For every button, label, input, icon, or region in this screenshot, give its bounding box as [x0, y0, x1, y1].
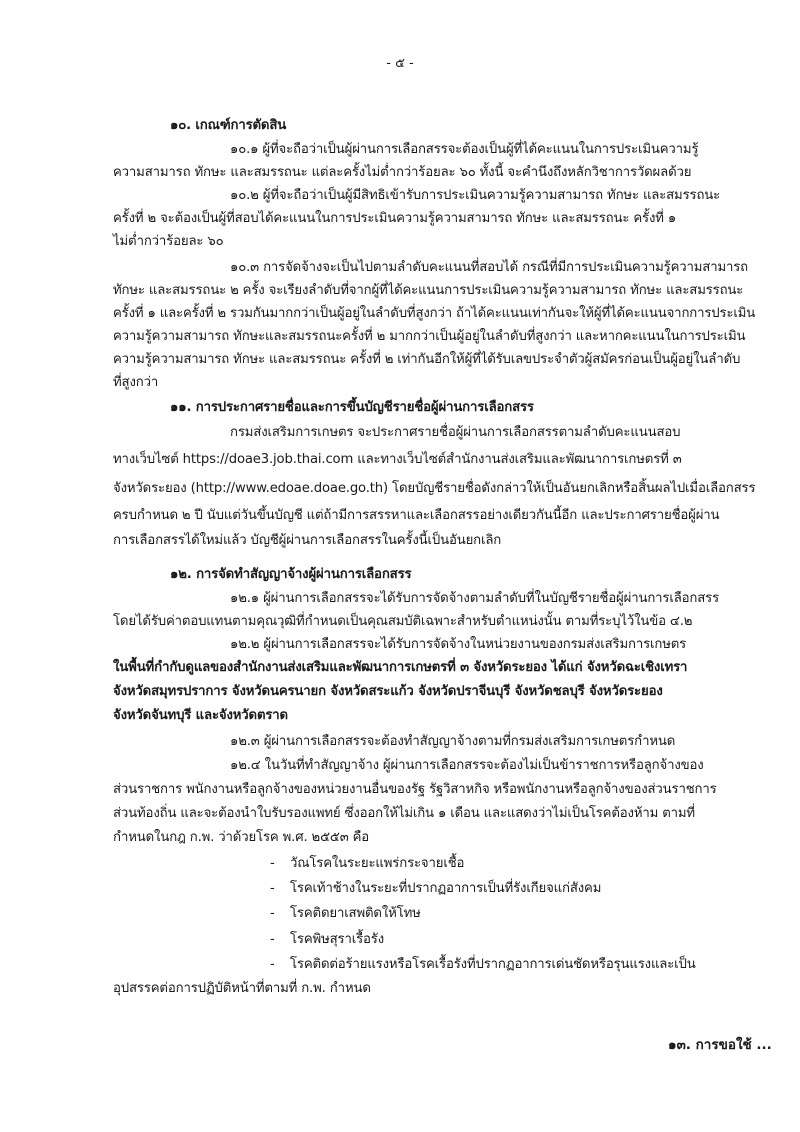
list-item-text: โรคติดต่อร้ายแรงหรือโรคเรื้อรังที่ปรากฏอาการเด่นชัดหรือรุนแรงและเป็น [290, 957, 696, 972]
section-12-line: โดยได้รับค่าตอบแทนตามคุณวุฒิที่กำหนดเป็นคุณสมบัติเฉพาะสำหรับตำแหน่งนั้น ตามที่ระบุไว้ในข้อ ๔.๒ [113, 614, 693, 629]
section-10-line: ครั้งที่ ๑ และครั้งที่ ๒ รวมกันมากกว่าเป็นผู้อยู่ในลำดับที่สูงกว่า ถ้าได้คะแนนเท่ากันจะให้ผู้ที่ได้คะแนนจากการประเมิน [113, 306, 756, 321]
section-10-line: ที่สูงกว่า [113, 375, 159, 390]
section-11-line: ครบกำหนด ๒ ปี นับแต่วันขึ้นบัญชี แต่ถ้ามีการสรรหาและเลือกสรรอย่างเดียวกันนี้อีก และประกาศรายชื่อผู้ผ่าน [113, 508, 720, 523]
list-item-text: โรคติดยาเสพติดให้โทษ [290, 906, 421, 921]
section-10-line: ความสามารถ ทักษะ และสมรรถนะ แต่ละครั้งไม่ต่ำกว่าร้อยละ ๖๐ ทั้งนี้ จะคำนึงถึงหลักวิชาการวัดผลด้วย [113, 165, 692, 180]
bullet-dash: - [270, 906, 275, 921]
section-12-line: ส่วนท้องถิ่น และจะต้องนำใบรับรองแพทย์ ซึ่งออกให้ไม่เกิน ๑ เดือน และแสดงว่าไม่เป็นโรคต้องห้าม ตามที่ [113, 806, 695, 821]
list-item-text: โรคเท้าช้างในระยะที่ปรากฏอาการเป็นที่รังเกียจแก่สังคม [290, 881, 602, 896]
section-12-line: กำหนดในกฎ ก.พ. ว่าด้วยโรค พ.ศ. ๒๕๕๓ คือ [113, 830, 370, 845]
bullet-dash: - [270, 881, 275, 896]
section-10-heading: ๑๐. เกณฑ์การตัดสิน [170, 118, 287, 133]
bullet-dash: - [270, 856, 275, 871]
continuation-footer: ๑๓. การขอใช้ ... [668, 1037, 772, 1053]
section-10-line: ความรู้ความสามารถ ทักษะและสมรรถนะครั้งที่ ๒ มากกว่าเป็นผู้อยู่ในลำดับที่สูงกว่า และหากคะแนนในการประเมิน [113, 329, 746, 344]
section-10-line: ๑๐.๒ ผู้ที่จะถือว่าเป็นผู้มีสิทธิเข้ารับการประเมินความรู้ความสามารถ ทักษะ และสมรรถนะ [230, 188, 721, 203]
section-11-line: กรมส่งเสริมการเกษตร จะประกาศรายชื่อผู้ผ่านการเลือกสรรตามลำดับคะแนนสอบ [230, 425, 681, 440]
section-10-line: ไม่ต่ำกว่าร้อยละ ๖๐ [113, 234, 224, 249]
list-item-text: วัณโรคในระยะแพร่กระจายเชื้อ [290, 856, 465, 871]
section-12-line: ๑๒.๑ ผู้ผ่านการเลือกสรรจะได้รับการจัดจ้างตามลำดับที่ในบัญชีรายชื่อผู้ผ่านการเลือกสรร [230, 591, 720, 606]
list-item-continuation: อุปสรรคต่อการปฏิบัติหน้าที่ตามที่ ก.พ. กำหนด [113, 981, 371, 996]
section-11-line: การเลือกสรรได้ใหม่แล้ว บัญชีผู้ผ่านการเลือกสรรในครั้งนี้เป็นอันยกเลิก [113, 533, 502, 548]
section-10-line: ครั้งที่ ๒ จะต้องเป็นผู้ที่สอบได้คะแนนในการประเมินความรู้ความสามารถ ทักษะ และสมรรถนะ ครั้งที่ ๑ [113, 211, 677, 226]
section-11-heading: ๑๑. การประกาศรายชื่อและการขึ้นบัญชีรายชื่อผู้ผ่านการเลือกสรร [170, 400, 534, 415]
section-12-line-bold: จังหวัดจันทบุรี และจังหวัดตราด [113, 708, 288, 723]
section-12-line: ๑๒.๔ ในวันที่ทำสัญญาจ้าง ผู้ผ่านการเลือกสรรจะต้องไม่เป็นข้าราชการหรือลูกจ้างของ [230, 758, 704, 773]
section-10-line: ความรู้ความสามารถ ทักษะ และสมรรถนะ ครั้งที่ ๒ เท่ากันอีกให้ผู้ที่ได้รับเลขประจำตัวผู้สมัครก่อนเป็นผู้อยู่ในลำดับ [113, 352, 741, 367]
section-12-line-bold: จังหวัดสมุทรปราการ จังหวัดนครนายก จังหวัดสระแก้ว จังหวัดปราจีนบุรี จังหวัดชลบุรี จังหวัดระยอง [113, 684, 663, 699]
page-number: - ๕ - [386, 56, 414, 71]
section-10-line: ๑๐.๓ การจัดจ้างจะเป็นไปตามลำดับคะแนนที่สอบได้ กรณีที่มีการประเมินความรู้ความสามารถ [230, 260, 749, 275]
section-12-line: ๑๒.๓ ผู้ผ่านการเลือกสรรจะต้องทำสัญญาจ้างตามที่กรมส่งเสริมการเกษตรกำหนด [230, 734, 676, 749]
section-12-heading: ๑๒. การจัดทำสัญญาจ้างผู้ผ่านการเลือกสรร [170, 567, 412, 582]
section-10-line: ๑๐.๑ ผู้ที่จะถือว่าเป็นผู้ผ่านการเลือกสรรจะต้องเป็นผู้ที่ได้คะแนนในการประเมินความรู้ [230, 142, 699, 157]
bullet-dash: - [270, 932, 275, 947]
section-11-line: จังหวัดระยอง (http://www.edoae.doae.go.th) โดยบัญชีรายชื่อดังกล่าวให้เป็นอันยกเลิกหรือสิ้นผลไปเมื่อเลือกสรร [113, 481, 756, 496]
section-12-line: ส่วนราชการ พนักงานหรือลูกจ้างของหน่วยงานอื่นของรัฐ รัฐวิสาหกิจ หรือพนักงานหรือลูกจ้างของส่วนราชการ [113, 782, 717, 797]
section-11-line: ทางเว็บไซต์ https://doae3.job.thai.com และทางเว็บไซต์สำนักงานส่งเสริมและพัฒนาการเกษตรที่ ๓ [113, 452, 682, 467]
bullet-dash: - [270, 957, 275, 972]
section-12-line-bold: ในพื้นที่กำกับดูแลของสำนักงานส่งเสริมและพัฒนาการเกษตรที่ ๓ จังหวัดระยอง ได้แก่ จังหวัดฉะเชิงเทรา [113, 660, 688, 675]
list-item-text: โรคพิษสุราเรื้อรัง [290, 932, 384, 947]
section-10-line: ทักษะ และสมรรถนะ ๒ ครั้ง จะเรียงลำดับที่จากผู้ที่ได้คะแนนการประเมินความรู้ความสามารถ ทักษะ และสมรรถนะ [113, 283, 744, 298]
section-12-line: ๑๒.๒ ผู้ผ่านการเลือกสรรจะได้รับการจัดจ้างในหน่วยงานของกรมส่งเสริมการเกษตร [230, 637, 687, 652]
